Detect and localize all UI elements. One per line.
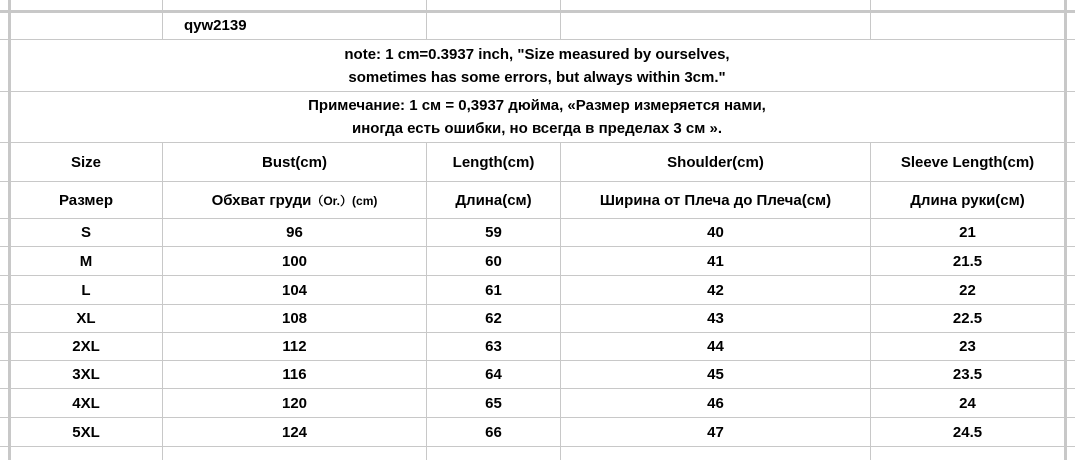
cell-sleeve-length: 24.5 xyxy=(952,423,983,441)
cell-length: 66 xyxy=(485,423,502,441)
cell-bust: 124 xyxy=(281,423,308,441)
cell-size: L xyxy=(81,281,91,299)
cell-shoulder: 46 xyxy=(707,394,724,412)
grid-line xyxy=(870,0,871,39)
cell-size: 2XL xyxy=(72,338,100,355)
grid-line xyxy=(560,0,561,39)
cell-size: S xyxy=(80,224,91,241)
cell-size: 5XL xyxy=(72,423,100,441)
cell-shoulder: 44 xyxy=(707,338,724,355)
header-bust-ru xyxy=(163,182,426,218)
header-bust: Bust(cm) xyxy=(261,153,327,171)
grid-line xyxy=(1064,0,1067,460)
product-code: qyw2139 xyxy=(184,16,247,34)
cell-shoulder: 47 xyxy=(707,423,724,441)
header-sleeve-length-ru: Длина руки(см) xyxy=(910,191,1025,209)
header-sleeve-length: Sleeve Length(cm) xyxy=(900,153,1035,171)
cell-shoulder: 40 xyxy=(707,224,724,241)
cell-size: 3XL xyxy=(72,366,100,383)
cell-length: 59 xyxy=(485,224,502,241)
cell-sleeve-length: 21 xyxy=(959,224,976,241)
cell-sleeve-length: 22.5 xyxy=(952,310,983,327)
cell-bust: 112 xyxy=(282,338,307,355)
cell-size: 4XL xyxy=(72,394,100,412)
header-length-ru: Длина(см) xyxy=(455,191,532,209)
cell-sleeve-length: 23 xyxy=(959,338,976,355)
grid-line xyxy=(162,0,163,39)
cell-bust: 96 xyxy=(286,224,303,241)
header-bust-ru-suffix: （Or.）(cm) xyxy=(311,193,378,208)
header-shoulder: Shoulder(cm) xyxy=(667,153,764,171)
cell-shoulder: 42 xyxy=(707,281,724,299)
header-size: Size xyxy=(70,153,101,171)
cell-sleeve-length: 23.5 xyxy=(952,366,983,383)
cell-sleeve-length: 21.5 xyxy=(952,252,983,270)
cell-bust: 120 xyxy=(281,394,308,412)
header-shoulder-ru: Ширина от Плеча до Плеча(см) xyxy=(599,191,832,209)
cell-bust: 108 xyxy=(281,310,308,327)
cell-length: 64 xyxy=(485,366,502,383)
grid-line xyxy=(426,0,427,39)
cell-bust: 116 xyxy=(282,366,307,383)
cell-length: 62 xyxy=(485,310,502,327)
cell-shoulder: 45 xyxy=(707,366,724,383)
note-russian-line-1: Примечание: 1 см = 0,3937 дюйма, «Размер измеряется нами, xyxy=(308,97,766,114)
cell-bust: 100 xyxy=(281,252,308,270)
cell-length: 63 xyxy=(485,338,502,355)
cell-sleeve-length: 22 xyxy=(959,281,976,299)
cell-size: XL xyxy=(76,310,96,327)
note-english-line-2: sometimes has some errors, but always within 3cm." xyxy=(348,68,726,86)
note-english xyxy=(10,40,1064,91)
cell-sleeve-length: 24 xyxy=(959,394,976,412)
header-size-ru: Размер xyxy=(58,191,114,209)
header-length: Length(cm) xyxy=(452,153,535,171)
cell-size: M xyxy=(79,252,93,270)
note-english-line-1: note: 1 cm=0.3937 inch, "Size measured by ourselves, xyxy=(344,45,730,63)
header-bust-ru-main: Обхват груди xyxy=(211,191,312,209)
note-russian xyxy=(10,92,1064,142)
cell-bust: 104 xyxy=(281,281,308,299)
cell-length: 61 xyxy=(485,281,502,299)
cell-shoulder: 43 xyxy=(707,310,724,327)
cell-shoulder: 41 xyxy=(707,252,724,270)
cell-length: 65 xyxy=(485,394,502,412)
cell-length: 60 xyxy=(485,252,502,270)
note-russian-line-2: иногда есть ошибки, но всегда в пределах 3 см ». xyxy=(351,120,723,137)
